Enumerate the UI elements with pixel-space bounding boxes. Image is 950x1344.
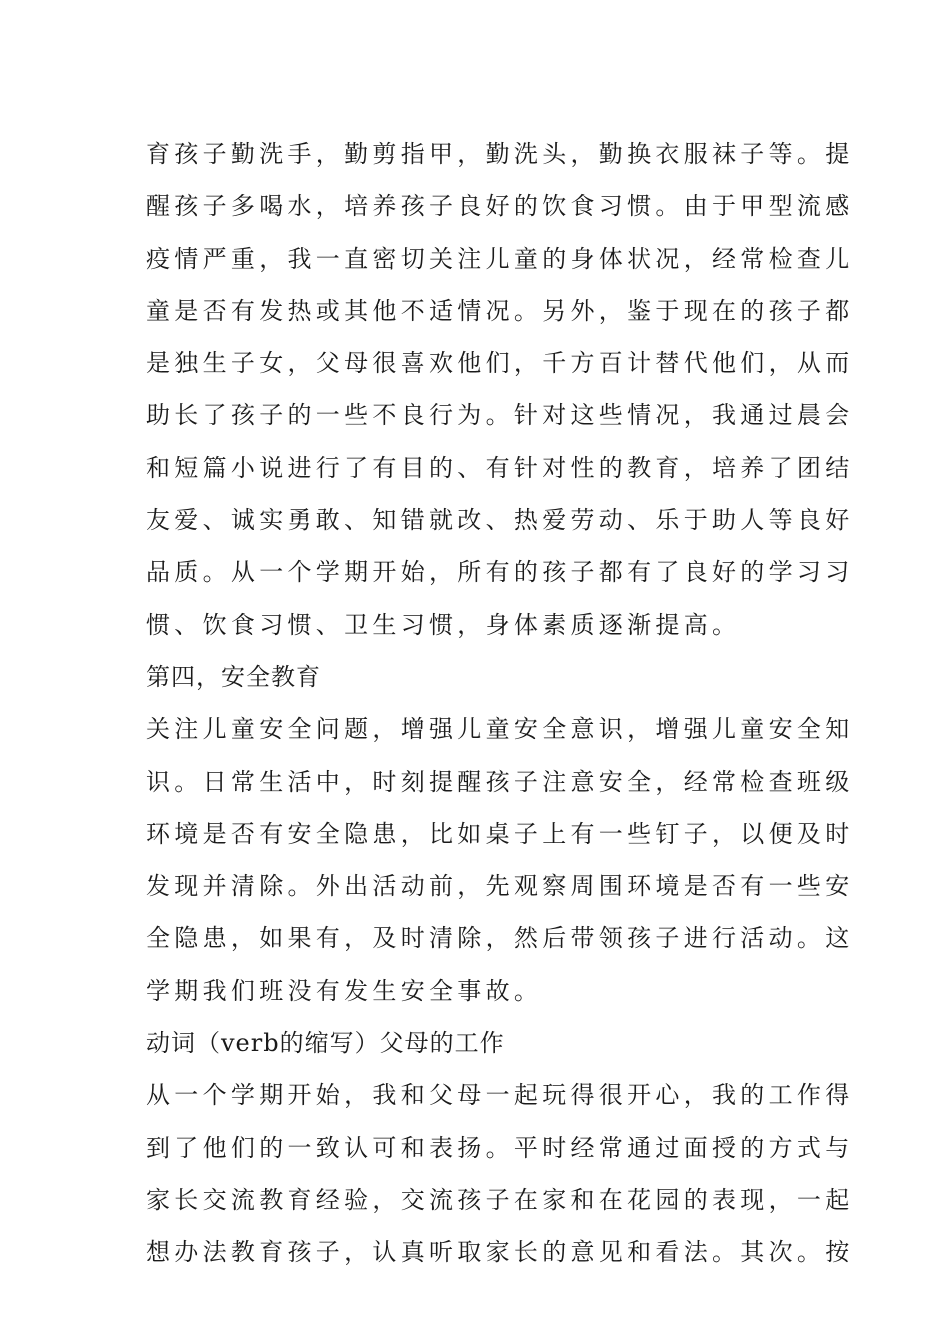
text-line: 育孩子勤洗手，勤剪指甲，勤洗头，勤换衣服袜子等。提 [146,140,854,168]
text-line: 环境是否有安全隐患，比如桌子上有一些钉子，以便及时 [146,819,854,848]
text-line: 全隐患，如果有，及时清除，然后带领孩子进行活动。这 [146,924,854,953]
text-line: 疫情严重，我一直密切关注儿童的身体状况，经常检查儿 [146,244,854,273]
section-heading: 动词（verb的缩写）父母的工作 [146,1029,505,1058]
text-line: 友爱、诚实勇敢、知错就改、热爱劳动、乐于助人等良好 [146,506,854,535]
document-body [146,128,854,1279]
text-line: 童是否有发热或其他不适情况。另外，鉴于现在的孩子都 [146,296,854,325]
text-line: 和短篇小说进行了有目的、有针对性的教育，培养了团结 [146,453,854,482]
section-heading: 第四，安全教育 [146,662,321,691]
text-line: 助长了孩子的一些不良行为。针对这些情况，我通过晨会 [146,401,854,430]
text-line: 关注儿童安全问题，增强儿童安全意识，增强儿童安全知 [146,715,854,744]
text-line: 到了他们的一致认可和表扬。平时经常通过面授的方式与 [146,1133,854,1162]
text-line: 学期我们班没有发生安全事故。 [146,976,543,1005]
text-line: 从一个学期开始，我和父母一起玩得很开心，我的工作得 [146,1081,854,1110]
text-line: 是独生子女，父母很喜欢他们，千方百计替代他们，从而 [146,349,854,378]
text-line: 家长交流教育经验，交流孩子在家和在花园的表现，一起 [146,1185,854,1214]
text-line: 品质。从一个学期开始，所有的孩子都有了良好的学习习 [146,558,854,587]
text-line: 发现并清除。外出活动前，先观察周围环境是否有一些安 [146,872,854,901]
text-line: 想办法教育孩子，认真听取家长的意见和看法。其次。按 [146,1238,854,1267]
text-line: 醒孩子多喝水，培养孩子良好的饮食习惯。由于甲型流感 [146,192,854,221]
text-line: 识。日常生活中，时刻提醒孩子注意安全，经常检查班级 [146,767,854,796]
text-line: 惯、饮食习惯、卫生习惯，身体素质逐渐提高。 [146,610,741,639]
